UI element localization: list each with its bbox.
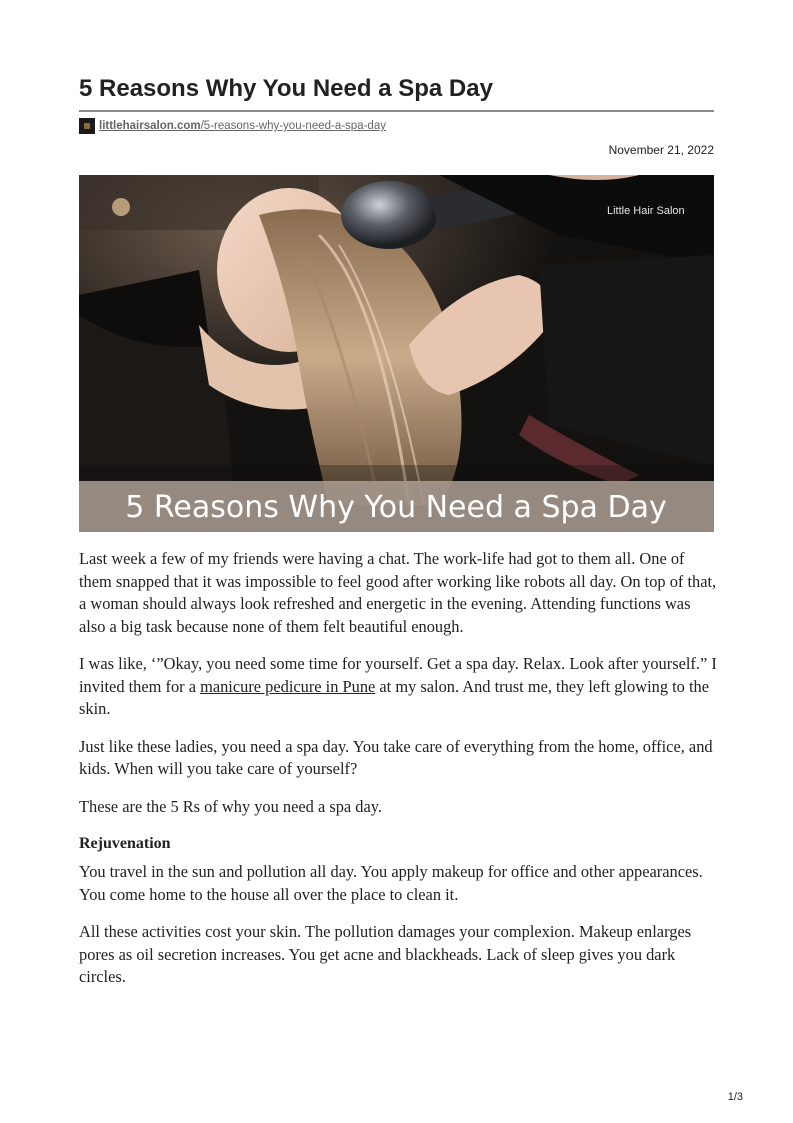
manicure-pedicure-link[interactable]: manicure pedicure in Pune bbox=[200, 676, 376, 696]
paragraph-five-rs: These are the 5 Rs of why you need a spa day. bbox=[79, 796, 382, 816]
title-divider bbox=[79, 110, 714, 112]
paragraph-ladies: Just like these ladies, you need a spa day. You take care of everything from the home, office, and kids. When will you take care of yourself? bbox=[79, 736, 713, 778]
page-number: 1/3 bbox=[727, 1091, 743, 1103]
paragraph-pollution: You travel in the sun and pollution all day. You apply makeup for office and other appearances. You come home to the house all over the place to clean it. bbox=[79, 862, 703, 904]
source-link[interactable]: littlehairsalon.com/5-reasons-why-you-need-a-spa-day bbox=[99, 120, 386, 132]
paragraph-spa-invite: I was like, ‘”Okay, you need some time for yourself. Get a spa day. Relax. Look after yourself.” I invited them for a manicure pedicure in Pune at my salon. And trust me, they left glowing to the skin. bbox=[79, 654, 717, 718]
article-body bbox=[79, 548, 719, 1004]
paragraph-skin-damage: All these activities cost your skin. The pollution damages your complexion. Makeup enlarges pores as oil secretion increases. You get acne and blackheads. Lack of sleep gives you dark circles. bbox=[79, 922, 692, 986]
hero-image bbox=[79, 175, 714, 532]
watermark-label: Little Hair Salon bbox=[607, 205, 685, 217]
paragraph-intro: Last week a few of my friends were having a chat. The work-life had got to them all. One of them snapped that it was impossible to feel good after working like robots all day. On top of that, a woman should always look refreshed and energetic in the evening. Attending functions was also a big task because none of them felt beautiful enough. bbox=[79, 549, 717, 636]
source-line bbox=[79, 118, 386, 134]
heading-rejuvenation: Rejuvenation bbox=[79, 835, 171, 852]
site-favicon-icon bbox=[79, 118, 95, 134]
publish-date: November 21, 2022 bbox=[608, 143, 714, 157]
hero-caption: 5 Reasons Why You Need a Spa Day bbox=[125, 490, 667, 525]
page-title: 5 Reasons Why You Need a Spa Day bbox=[79, 75, 493, 102]
